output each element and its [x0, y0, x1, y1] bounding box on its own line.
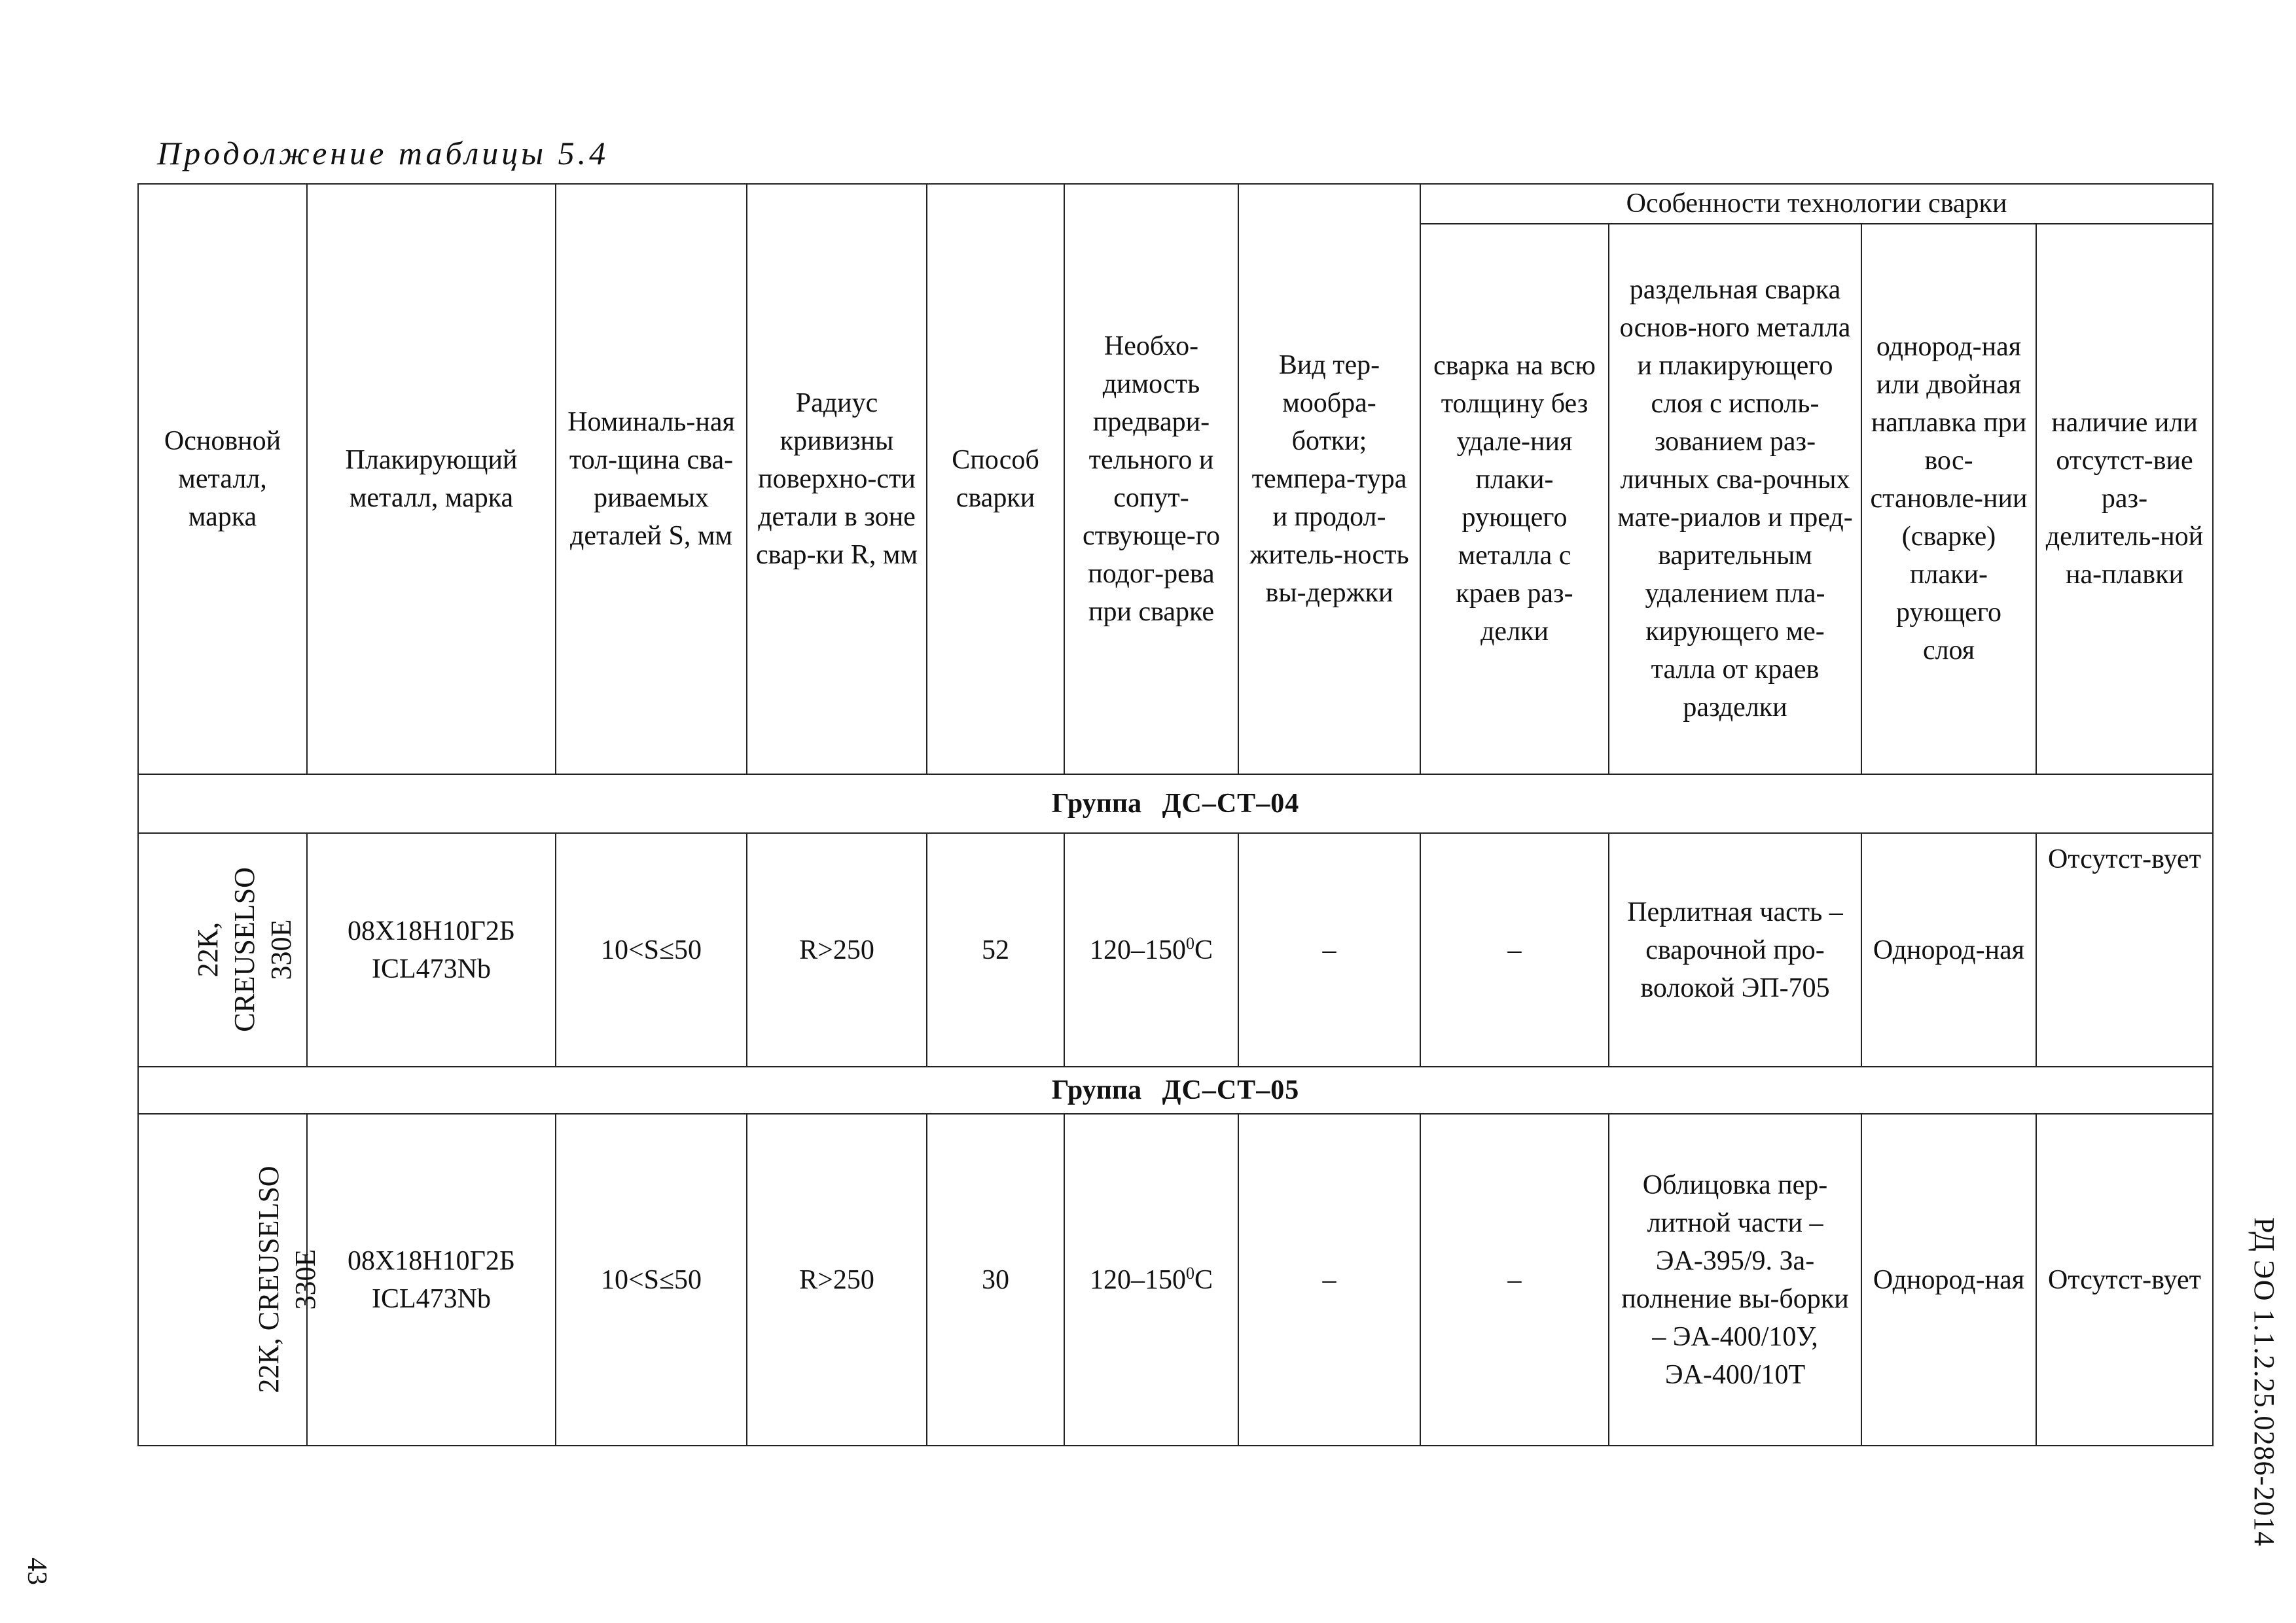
header-curvature-radius: Радиус кривизны поверхно-сти детали в зоне свар-ки R, мм — [747, 184, 927, 774]
cell-separating: Отсутст-вует — [2036, 833, 2213, 1067]
preheat-value: 120–150 — [1089, 1264, 1186, 1295]
cell-separate: Облицовка пер-литной части – ЭА-395/9. За-полнение вы-борки – ЭА-400/10У, ЭА-400/10Т — [1609, 1114, 1861, 1446]
cell-heat-treatment: – — [1238, 833, 1420, 1067]
cell-cladding-metal: 08Х18Н10Г2Б ICL473Nb — [307, 1114, 556, 1446]
header-feature-full-thickness: сварка на всю толщину без удале-ния плаки-рующего металла с краев раз-делки — [1420, 224, 1609, 774]
cell-radius: R>250 — [747, 833, 927, 1067]
welding-table — [137, 183, 2214, 1446]
group-title-code: ДС–СТ–04 — [1162, 789, 1300, 819]
header-feature-separate: раздельная сварка основ-ного металла и плакирующего слоя с исполь-зованием раз-личных сва-рочных мате-риалов и пред-варительным удалением пла-кирующего ме-талла от краев разделки — [1609, 224, 1861, 774]
cell-thickness: 10<S≤50 — [556, 833, 747, 1067]
header-base-metal: Основной металл, марка — [138, 184, 307, 774]
group-title-prefix: Группа — [1051, 1075, 1142, 1105]
cell-overlay: Однород-ная — [1861, 1114, 2036, 1446]
degree-mark: 0 — [1185, 1263, 1194, 1283]
cell-method: 30 — [927, 1114, 1064, 1446]
group-row — [138, 774, 2213, 833]
table-row — [138, 1114, 2213, 1446]
group-row — [138, 1067, 2213, 1114]
preheat-value: 120–150 — [1089, 935, 1186, 965]
cell-overlay: Однород-ная — [1861, 833, 2036, 1067]
table-caption: Продолжение таблицы 5.4 — [157, 135, 609, 171]
document-code: РД ЭО 1.1.2.25.0286-2014 — [2248, 1217, 2280, 1547]
cell-cladding-metal: 08Х18Н10Г2Б ICL473Nb — [307, 833, 556, 1067]
group-title-prefix: Группа — [1051, 789, 1142, 819]
base-metal-text: 22К, CREUSELSO 330E — [253, 1165, 321, 1393]
cell-method: 52 — [927, 833, 1064, 1067]
group-title — [138, 774, 2213, 833]
cell-preheat — [1064, 833, 1238, 1067]
cell-preheat — [1064, 1114, 1238, 1446]
cell-full-thickness: – — [1420, 1114, 1609, 1446]
header-feature-overlay: однород-ная или двойная наплавка при вос-становле-нии (сварке) плаки-рующего слоя — [1861, 224, 2036, 774]
cell-thickness: 10<S≤50 — [556, 1114, 747, 1446]
group-title-code: ДС–СТ–05 — [1162, 1075, 1300, 1105]
header-cladding-metal: Плакирующий металл, марка — [307, 184, 556, 774]
preheat-unit: С — [1194, 935, 1213, 965]
cell-base-metal — [138, 1114, 321, 1446]
table-row — [138, 833, 2213, 1067]
cell-full-thickness: – — [1420, 833, 1609, 1067]
header-welding-method: Способ сварки — [927, 184, 1064, 774]
degree-mark: 0 — [1185, 933, 1194, 953]
header-preheating: Необхо-димость предвари-тельного и сопут-ствующе-го подог-рева при сварке — [1064, 184, 1238, 774]
cell-radius: R>250 — [747, 1114, 927, 1446]
header-features-title: Особенности технологии сварки — [1420, 184, 2213, 224]
group-title — [138, 1067, 2213, 1114]
header-nominal-thickness: Номиналь-ная тол-щина сва-риваемых деталей S, мм — [556, 184, 747, 774]
cell-separate: Перлитная часть – сварочной про-волокой ЭП-705 — [1609, 833, 1861, 1067]
preheat-unit: С — [1194, 1264, 1213, 1295]
header-feature-separating: наличие или отсутст-вие раз-делитель-ной на-плавки — [2036, 224, 2213, 774]
cell-separating: Отсутст-вует — [2036, 1114, 2213, 1446]
header-row-1 — [138, 184, 2213, 224]
cell-heat-treatment: – — [1238, 1114, 1420, 1446]
header-heat-treatment: Вид тер-мообра-ботки; темпера-тура и продол-житель-ность вы-держки — [1238, 184, 1420, 774]
page-number: 43 — [22, 1558, 52, 1585]
base-metal-text: 22К, CREUSELSO 330E — [192, 866, 297, 1032]
cell-base-metal — [138, 833, 307, 1067]
